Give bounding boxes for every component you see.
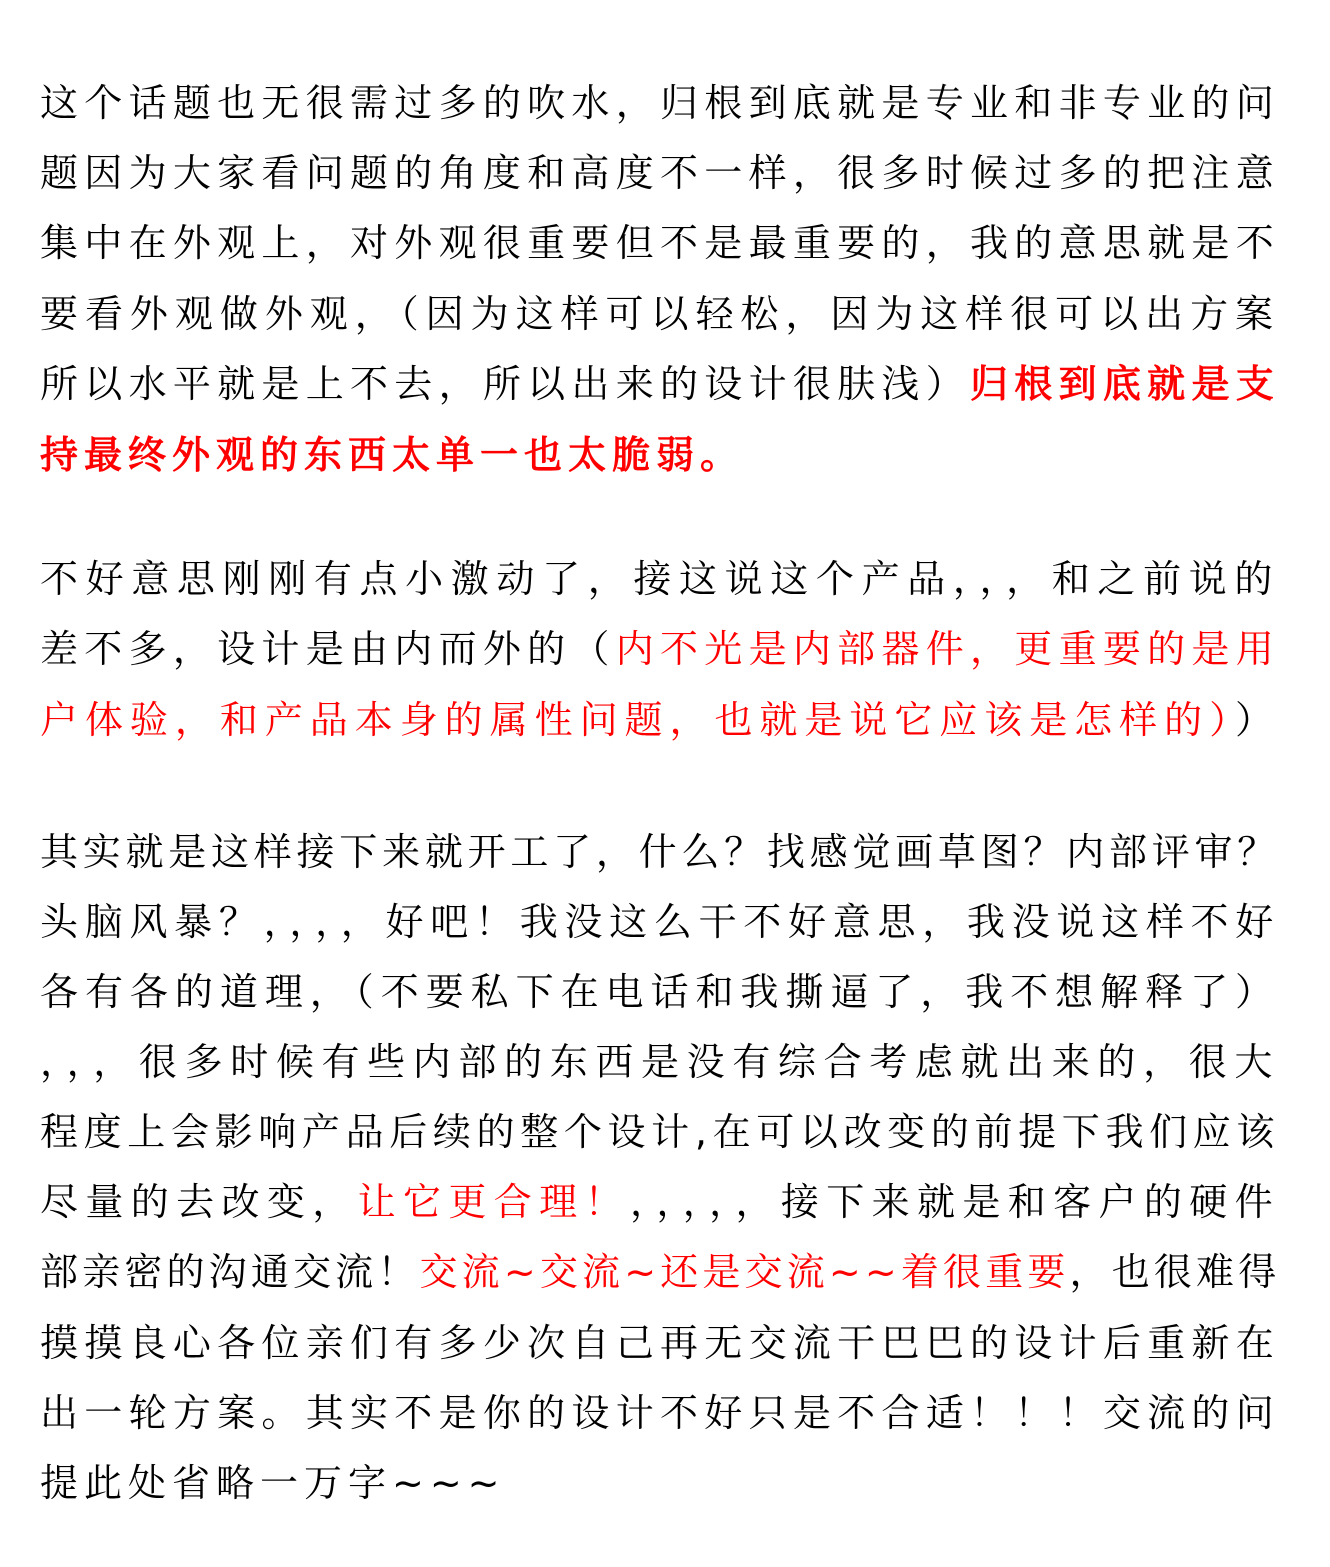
body-text: 出一轮方案。其实不是你的设计不好只是不合适！！！交流的问 xyxy=(40,1391,1281,1435)
emphasis-text: 内不光是内部器件，更重要的是用 xyxy=(615,627,1281,671)
body-text: 集中在外观上，对外观很重要但不是最重要的，我的意思就是不 xyxy=(40,221,1281,265)
emphasis-text: 让它更合理！ xyxy=(357,1180,630,1224)
text-line xyxy=(40,284,1280,344)
text-line xyxy=(40,822,1280,882)
emphasis-text: 归根到底就是支 xyxy=(970,362,1281,406)
body-text: 差不多，设计是由内而外的（ xyxy=(40,627,616,671)
text-line xyxy=(40,1172,1280,1232)
body-text: ，也很难得 xyxy=(1069,1250,1281,1294)
body-text: 提此处省略一万字~~~ xyxy=(40,1461,506,1505)
text-line xyxy=(40,1313,1280,1373)
body-text: 所以水平就是上不去，所以出来的设计很肤浅） xyxy=(40,362,971,406)
text-line xyxy=(40,1102,1280,1162)
emphasis-text: 户体验，和产品本身的属性问题，也就是说它应该是怎样的） xyxy=(40,698,1236,742)
body-text: 这个话题也无很需过多的吹水，归根到底就是专业和非专业的问 xyxy=(40,81,1281,125)
emphasis-text: 持最终外观的东西太单一也太脆弱。 xyxy=(40,433,745,477)
body-text: 不好意思刚刚有点小激动了，接这说这个产品，，，和之前说的 xyxy=(40,557,1281,601)
text-line xyxy=(40,1032,1280,1092)
body-text: 尽量的去改变， xyxy=(40,1180,358,1224)
text-line xyxy=(40,1242,1280,1302)
body-text: ） xyxy=(1235,698,1281,742)
text-line xyxy=(40,73,1280,133)
body-text: 要看外观做外观，（因为这样可以轻松，因为这样很可以出方案 xyxy=(40,292,1281,336)
text-line xyxy=(40,1383,1280,1443)
text-line xyxy=(40,213,1280,273)
body-text: 题因为大家看问题的角度和高度不一样，很多时候过多的把注意 xyxy=(40,151,1281,195)
text-line xyxy=(40,690,1280,750)
body-text: 程度上会影响产品后续的整个设计,在可以改变的前提下我们应该 xyxy=(40,1110,1281,1154)
text-line xyxy=(40,143,1280,203)
text-line xyxy=(40,619,1280,679)
body-text: 其实就是这样接下来就开工了，什么？找感觉画草图？内部评审？ xyxy=(40,830,1281,874)
text-line xyxy=(40,962,1280,1022)
emphasis-text: 交流~交流~还是交流~~着很重要 xyxy=(419,1250,1070,1294)
text-line xyxy=(40,892,1280,952)
body-text: ，，，，，接下来就是和客户的硬件 xyxy=(629,1180,1281,1224)
text-line xyxy=(40,549,1280,609)
body-text: ，，，很多时候有些内部的东西是没有综合考虑就出来的，很大 xyxy=(40,1040,1281,1084)
text-line xyxy=(40,354,1280,414)
body-text: 各有各的道理，（不要私下在电话和我撕逼了，我不想解释了） xyxy=(40,970,1281,1014)
text-line xyxy=(40,1453,506,1513)
text-line xyxy=(40,425,744,485)
body-text: 部亲密的沟通交流！ xyxy=(40,1250,420,1294)
body-text: 摸摸良心各位亲们有多少次自己再无交流干巴巴的设计后重新在 xyxy=(40,1321,1281,1365)
body-text: 头脑风暴？，，，，好吧！我没这么干不好意思，我没说这样不好 xyxy=(40,900,1281,944)
